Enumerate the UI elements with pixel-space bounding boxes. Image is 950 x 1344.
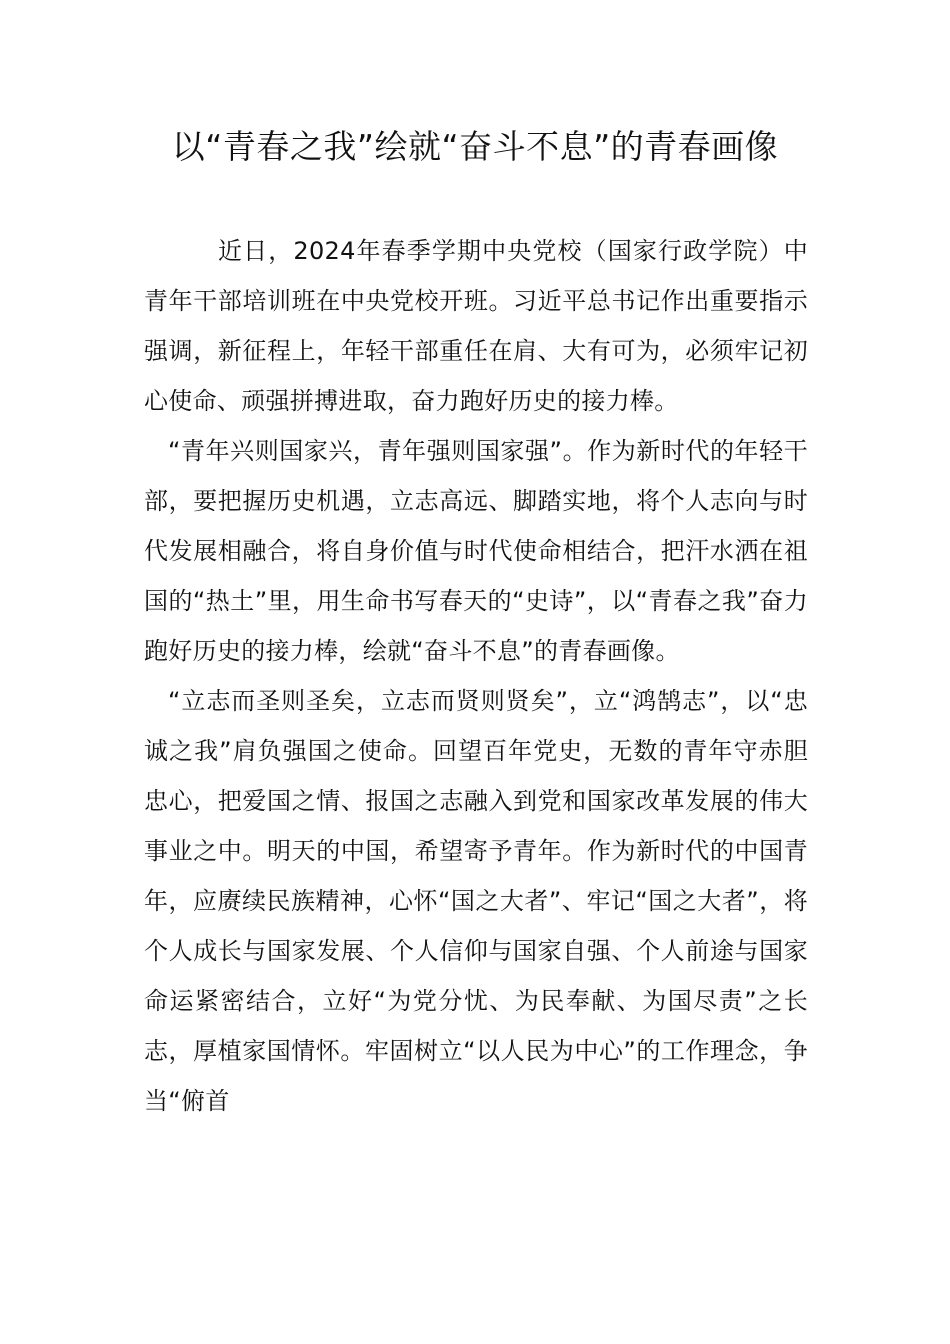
paragraph-youth-strong: “青年兴则国家兴，青年强则国家强”。作为新时代的年轻干部，要把握历史机遇，立志高远、脚踏实地，将个人志向与时代发展相融合，将自身价值与时代使命相结合，把汗水洒在祖国的“热土”里，用生命书写春天的“史诗”，以“青春之我”奋力跑好历史的接力棒，绘就“奋斗不息”的青春画像。: [144, 437, 808, 665]
document-body: [144, 226, 808, 1126]
paragraph-intro: 近日，2024年春季学期中央党校（国家行政学院）中青年干部培训班在中央党校开班。习近平总书记作出重要指示强调，新征程上，年轻干部重任在肩、大有可为，必须牢记初心使命、顽强拼搏进取，奋力跑好历史的接力棒。: [144, 237, 808, 415]
paragraph-ambition: “立志而圣则圣矣，立志而贤则贤矣”，立“鸿鹄志”，以“忠诚之我”肩负强国之使命。回望百年党史，无数的青年守赤胆忠心，把爱国之情、报国之志融入到党和国家改革发展的伟大事业之中。明天的中国，希望寄予青年。作为新时代的中国青年，应赓续民族精神，心怀“国之大者”、牢记“国之大者”，将个人成长与国家发展、个人信仰与国家自强、个人前途与国家命运紧密结合，立好“为党分忧、为民奉献、为国尽责”之长志，厚植家国情怀。牢固树立“以人民为中心”的工作理念，争当“俯首: [144, 687, 809, 1115]
document-title: 以“青春之我”绘就“奋斗不息”的青春画像: [171, 127, 779, 166]
